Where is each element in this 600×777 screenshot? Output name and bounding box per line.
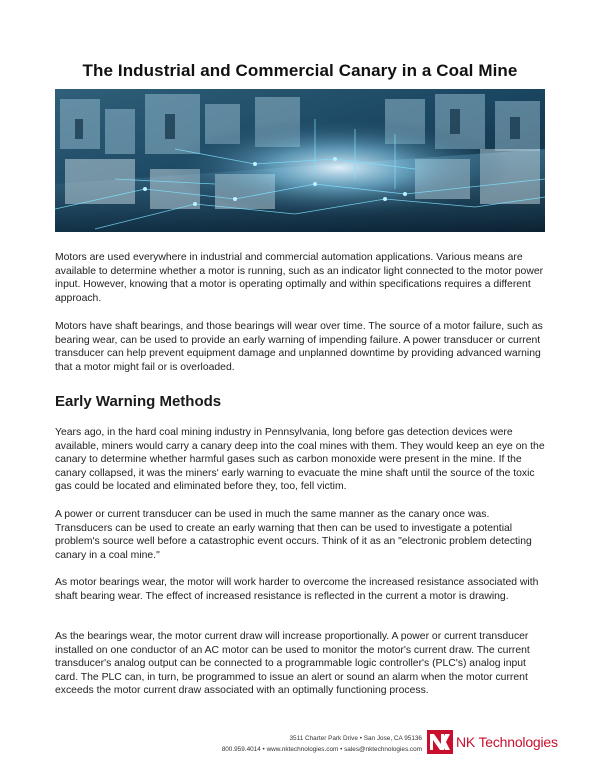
- logo-text: NK Technologies: [456, 734, 558, 750]
- hero-image: [55, 89, 545, 232]
- footer-contact: 800.959.4014 • www.nktechnologies.com • sales@nktechnologies.com: [221, 746, 422, 753]
- footer-address: 3511 Charter Park Drive • San Jose, CA 95136: [289, 735, 422, 742]
- company-logo: [427, 730, 558, 754]
- intro-paragraph-2: Motors have shaft bearings, and those bearings will wear over time. The source of a motor failure, such as bearing wear, can be used to provide an early warning of impending failure. A power transducer or current transducer can help prevent equipment damage and unplanned downtime by providing advanced warning that a motor might fail or is overloaded.: [55, 321, 543, 373]
- section-paragraph-1: Years ago, in the hard coal mining industry in Pennsylvania, long before gas detection devices were available, miners would carry a canary deep into the coal mines with them. They would keep an eye on the canary to determine whether harmful gases such as carbon monoxide were present in the mine. If the canary collapsed, it was the miners' early warning to evacuate the mine shaft until the source of the toxic gas could be located and eliminated before they, too, fell victim.: [55, 427, 545, 493]
- section-heading: Early Warning Methods: [55, 393, 222, 410]
- document-title: The Industrial and Commercial Canary in a Coal Mine: [82, 61, 518, 80]
- section-paragraph-2: A power or current transducer can be used in much the same manner as the canary once was. Transducers can be used to create an early warning that then can be used to investigate a potential problem's source well before a catastrophic event occurs. Think of it as an "electronic problem detecting canary in a coal mine.": [55, 509, 532, 561]
- section-paragraph-4: As the bearings wear, the motor current draw will increase proportionally. A power or current transducer installed on one conductor of an AC motor can be used to monitor the motor's current draw. The current transducer's analog output can be connected to a programmable logic controller's (PLC's) analog input card. The PLC can, in turn, be programmed to issue an alert or sound an alarm when the motor current exceeds the motor current draw associated with an optimally functioning process.: [55, 631, 530, 697]
- section-paragraph-3: As motor bearings wear, the motor will work harder to overcome the increased resistance associated with shaft bearing wear. The effect of increased resistance is reflected in the current a motor is drawing.: [55, 577, 539, 602]
- nk-logo-icon: [427, 730, 453, 754]
- intro-paragraph-1: Motors are used everywhere in industrial and commercial automation applications. Various means are available to determine whether a motor is running, such as an indicator light connected to the motor power input. However, knowing that a motor is operating optimally and within specifications requires a different approach.: [55, 252, 544, 304]
